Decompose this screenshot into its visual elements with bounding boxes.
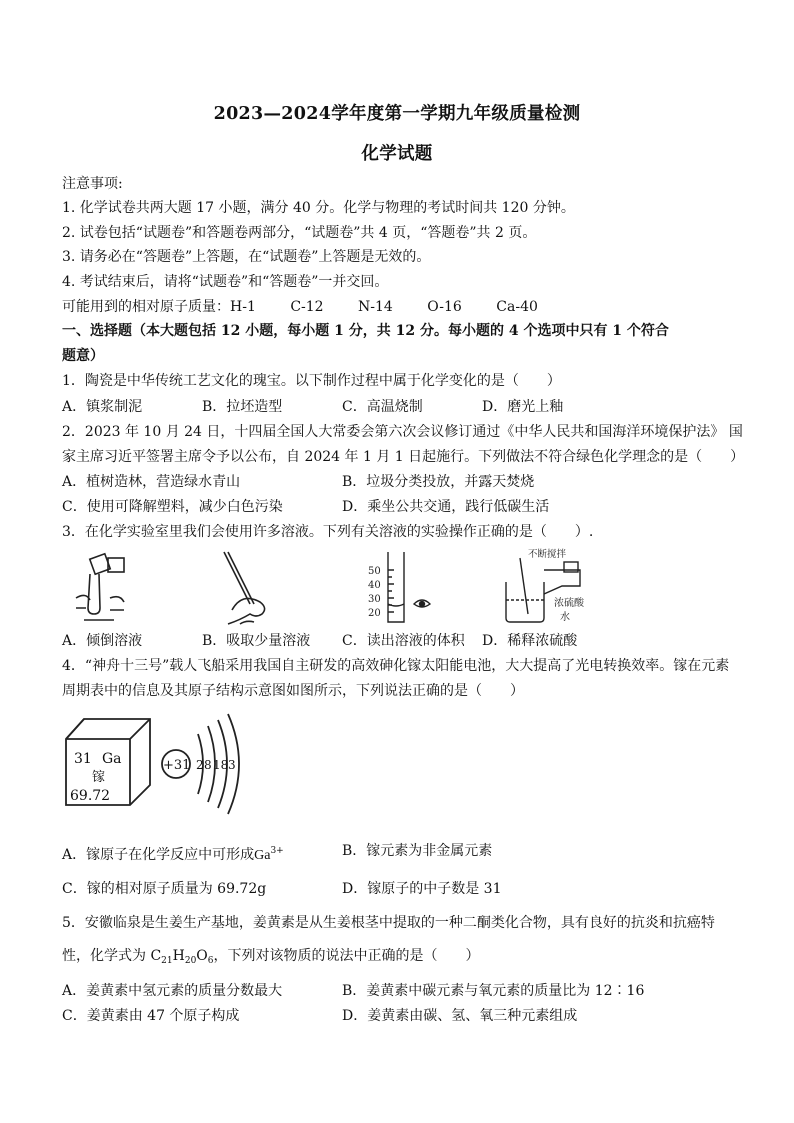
q5-option-a: A．姜黄素中氢元素的质量分数最大 — [62, 983, 283, 999]
q4-stem-line1: 4．“神舟十三号”载人飞船采用我国自主研发的高效砷化镓太阳能电池，大大提高了光电转换效率。镓在元素 — [62, 658, 730, 674]
acid-label: 浓硫酸 — [554, 598, 584, 609]
formula-sub-h: 20 — [184, 956, 197, 966]
q5-stem-part-a: 性，化学式为 C — [62, 948, 162, 964]
dropper-figure — [210, 548, 280, 628]
element-cell-figure — [62, 715, 154, 811]
stir-label: 不断搅拌 — [528, 549, 567, 560]
q1-option-d: D．磨光上釉 — [482, 399, 564, 415]
q5-option-c: C．姜黄素由 47 个原子构成 — [62, 1008, 240, 1024]
atomic-mass-o: O-16 — [427, 299, 462, 315]
dilution-figure — [498, 548, 598, 628]
q5-stem-part-d: ，下列对该物质的说法中正确的是（ ） — [213, 948, 480, 964]
section-heading-line2: 题意） — [62, 348, 104, 364]
q4-option-a-ion: Ga — [254, 848, 271, 863]
cylinder-reading-figure — [362, 548, 462, 628]
shell-4-electrons: 3 — [228, 758, 236, 772]
scale-mark-20: 20 — [368, 608, 381, 619]
q2-option-b: B．垃圾分类投放，并露天焚烧 — [342, 474, 535, 490]
q5-option-b: B．姜黄素中碳元素与氧元素的质量比为 12∶16 — [342, 983, 645, 999]
q3-option-a: A．倾倒溶液 — [62, 633, 143, 649]
atomic-mass-n: N-14 — [358, 299, 393, 315]
element-mass: 69.72 — [70, 788, 111, 804]
q2-stem-line1: 2．2023 年 10 月 24 日，十四届全国人大常委会第六次会议修订通过《中华人民共和国海洋环境保护法》 国 — [62, 424, 743, 440]
notice-item-4: 4. 考试结束后，请将“试题卷”和“答题卷”一并交回。 — [62, 274, 389, 290]
q2-option-a: A．植树造林，营造绿水青山 — [62, 474, 241, 490]
pouring-solution-figure — [70, 548, 140, 628]
element-number: 31 — [74, 751, 92, 767]
q3-option-d: D．稀释浓硫酸 — [482, 633, 578, 649]
q2-option-c: C．使用可降解塑料，减少白色污染 — [62, 499, 283, 515]
q5-stem-part-b: H — [172, 948, 185, 964]
nucleus-charge: +31 — [163, 758, 191, 773]
q1-option-c: C．高温烧制 — [342, 399, 423, 415]
q4-option-a-charge: 3+ — [270, 846, 284, 856]
q3-option-c: C．读出溶液的体积 — [342, 633, 465, 649]
q2-stem-line2: 家主席习近平签署主席令予以公布，自 2024 年 1 月 1 日起施行。下列做法不符合绿色化学理念的是（ ） — [62, 449, 745, 465]
q3-option-b: B．吸取少量溶液 — [202, 633, 311, 649]
q4-stem-line2: 周期表中的信息及其原子结构示意图如图所示，下列说法正确的是（ ） — [62, 683, 524, 699]
q4-option-b: B．镓元素为非金属元素 — [342, 843, 493, 859]
element-symbol: Ga — [102, 751, 122, 767]
q2-option-d: D．乘坐公共交通，践行低碳生活 — [342, 499, 550, 515]
q3-stem: 3．在化学实验室里我们会使用许多溶液。下列有关溶液的实验操作正确的是（ ）. — [62, 524, 594, 540]
notice-item-3: 3. 请务必在“答题卷”上答题，在“试题卷”上答题是无效的。 — [62, 249, 431, 265]
q5-stem-line1: 5．安徽临泉是生姜生产基地，姜黄素是从生姜根茎中提取的一种二酮类化合物，具有良好的抗炎和抗癌特 — [62, 915, 715, 931]
subject-title: 化学试题 — [361, 144, 433, 164]
notice-item-1: 1. 化学试卷共两大题 17 小题，满分 40 分。化学与物理的考试时间共 120 分钟。 — [62, 200, 575, 216]
atom-structure-figure — [158, 712, 248, 822]
shell-2-electrons: 8 — [204, 758, 212, 772]
q1-option-a: A．镇浆制泥 — [62, 399, 143, 415]
water-label: 水 — [560, 612, 570, 623]
q4-option-c: C．镓的相对原子质量为 69.72g — [62, 881, 267, 897]
atomic-mass-h: 可能用到的相对原子质量：H-1 — [62, 299, 256, 315]
notice-heading: 注意事项: — [62, 176, 123, 192]
shell-3-electrons: 18 — [213, 758, 229, 772]
notice-item-2: 2. 试卷包括“试题卷”和答题卷两部分，“试题卷”共 4 页，“答题卷”共 2 页。 — [62, 225, 537, 241]
q5-stem-line2 — [62, 947, 480, 970]
q4-option-a — [62, 842, 284, 865]
element-name: 镓 — [92, 770, 106, 785]
q4-option-d: D．镓原子的中子数是 31 — [342, 881, 502, 897]
atomic-mass-c: C-12 — [290, 299, 324, 315]
q1-stem: 1．陶瓷是中华传统工艺文化的瑰宝。以下制作过程中属于化学变化的是（ ） — [62, 373, 561, 389]
formula-sub-o: 6 — [207, 956, 214, 966]
q5-stem-part-c: O — [196, 948, 208, 964]
q4-option-a-text: A．镓原子在化学反应中可形成 — [62, 847, 255, 863]
scale-mark-40: 40 — [368, 580, 381, 591]
shell-1-electrons: 2 — [196, 758, 204, 772]
scale-mark-50: 50 — [368, 566, 381, 577]
q1-option-b: B．拉坯造型 — [202, 399, 283, 415]
formula-sub-c: 21 — [161, 956, 173, 966]
atomic-masses — [62, 298, 538, 316]
exam-title: 2023—2024学年度第一学期九年级质量检测 — [213, 104, 581, 124]
atomic-mass-ca: Ca-40 — [496, 299, 538, 315]
scale-mark-30: 30 — [368, 594, 381, 605]
section-heading-line1: 一、选择题（本大题包括 12 小题，每小题 1 分，共 12 分。每小题的 4 个选项中只有 1 个符合 — [62, 323, 669, 339]
q5-option-d: D．姜黄素由碳、氢、氧三种元素组成 — [342, 1008, 578, 1024]
